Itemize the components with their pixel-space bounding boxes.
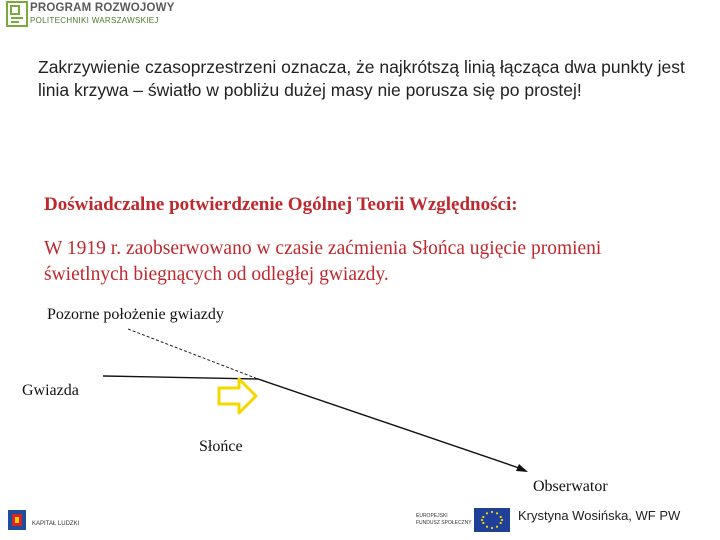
apparent-ray-dashed-line (128, 329, 258, 379)
observer-label: Obserwator (533, 478, 608, 495)
svg-text:KAPITAŁ LUDZKI: KAPITAŁ LUDZKI (32, 521, 80, 527)
logo-subtitle: POLITECHNIKI WARSZAWSKIEJ (30, 16, 159, 25)
kapital-ludzki-logo-icon (6, 506, 80, 534)
light-ray-line (103, 376, 525, 470)
apparent-position-label: Pozorne położenie gwiazdy (47, 306, 224, 323)
ray-arrowhead (516, 464, 528, 472)
intro-paragraph: Zakrzywienie czasoprzestrzeni oznacza, że najkrótszą linią łącząca dwa punkty jest linia krzywa – światło w pobliżu dużej masy nie porusza się po prostej! (38, 57, 685, 100)
sun-label: Słońce (199, 438, 243, 455)
svg-text:FUNDUSZ SPOŁECZNY: FUNDUSZ SPOŁECZNY (416, 520, 472, 526)
logo-title: PROGRAM ROZWOJOWY (30, 2, 175, 14)
body-paragraph: W 1919 r. zaobserwowano w czasie zaćmienia Słońca ugięcie promieni świetlnych biegnących od odległej gwiazdy. (44, 238, 602, 285)
right-arrow-icon (219, 379, 256, 413)
eu-social-fund-logo-icon (414, 506, 512, 534)
author-credit: Krystyna Wosińska, WF PW (518, 508, 681, 523)
star-label: Gwiazda (22, 382, 79, 399)
section-heading: Doświadczalne potwierdzenie Ogólnej Teorii Względności: (44, 194, 518, 215)
svg-text:EUROPEJSKI: EUROPEJSKI (416, 513, 448, 519)
